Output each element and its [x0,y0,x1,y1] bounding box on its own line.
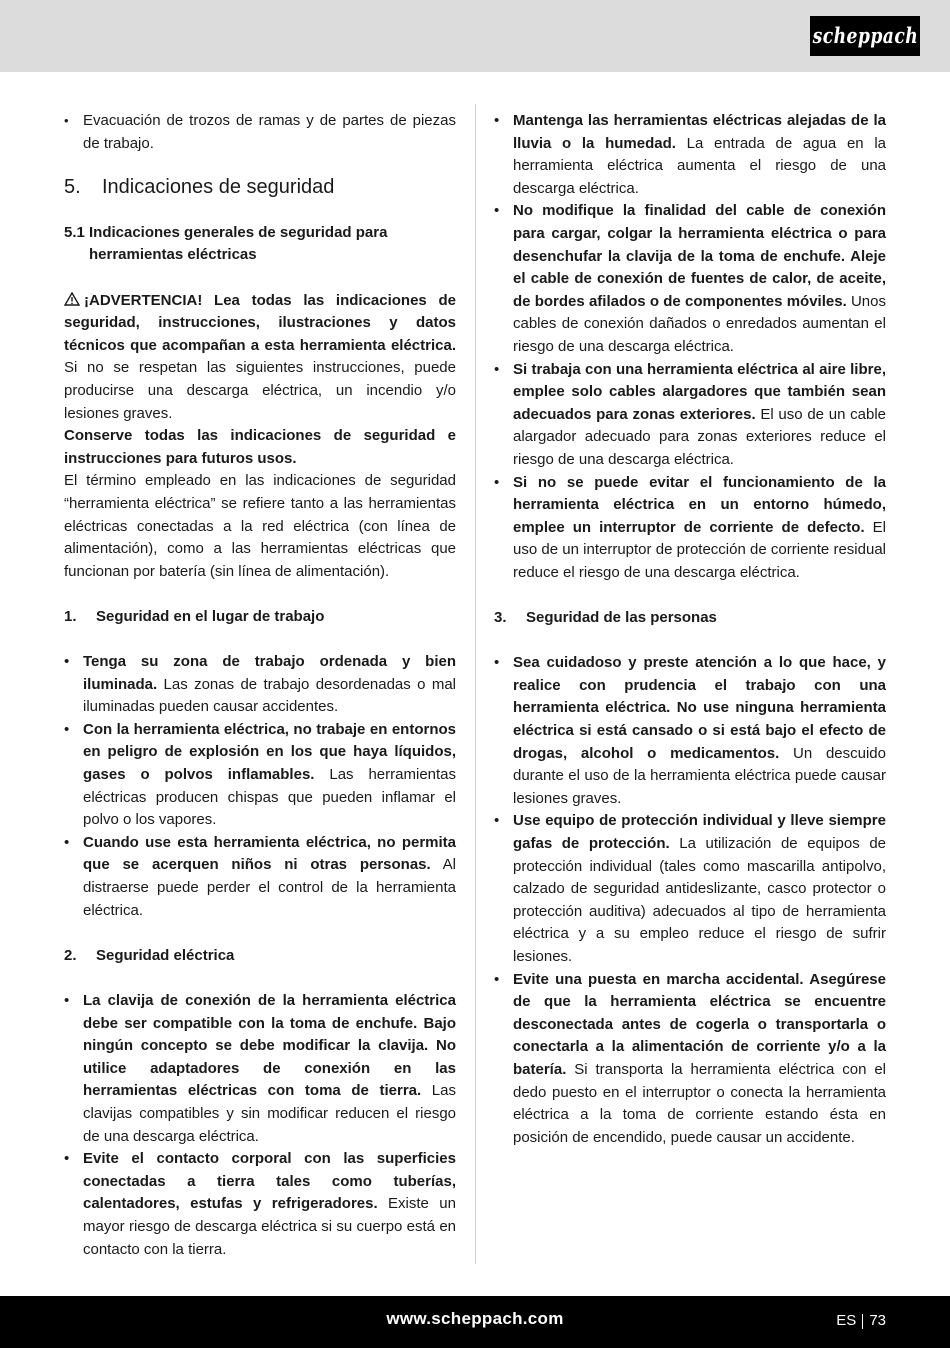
list-item: • Si no se puede evitar el funcionamiento de la herramienta eléctrica en un entorno húmedo, emplee un interruptor de corriente de defecto. El uso de un interruptor de protección de corriente residual reduce el riesgo de una descarga eléctrica. [494,473,886,581]
page-number: 73 [869,1312,886,1329]
heading-1-number: 1. [64,607,77,625]
heading-3-title: Seguridad de las personas [526,609,717,627]
right-column [494,110,886,1149]
section-5-title: Indicaciones de seguridad [102,176,335,199]
intro-bullet-text: Evacuación de trozos de ramas y de partes de piezas de trabajo. [83,112,456,152]
warning-triangle-icon [64,292,80,306]
section-5-1-heading [64,222,456,267]
personal-safety-list [494,652,886,1149]
heading-3 [494,607,886,630]
term-definition: El término empleado en las indicaciones de seguridad “herramienta eléctrica” se refiere tanto a las herramientas eléctricas conectadas a la red eléctrica (con línea de alimentación), como a las herramientas eléctricas que funcionan por batería (sin línea de alimentación). [64,472,456,580]
list-item: • Use equipo de protección individual y lleve siempre gafas de protección. La utilización de equipos de protección individual (tales como mascarilla antipolvo, calzado de seguridad antideslizante, casco protector o protección auditiva) adecuados al tipo de herramienta eléctrica y a su empleo reduce el riesgo de sufrir lesiones. [494,812,886,965]
heading-2 [64,945,456,968]
section-5-number: 5. [64,176,81,199]
section-5-heading [64,176,456,199]
section-5-1-number: 5.1 [64,223,85,241]
list-item: • Evite una puesta en marcha accidental. Asegúrese de que la herramienta eléctrica se encuentre desconectada antes de cogerla o transportarla o conectarla a la alimentación de corriente y/o a la batería. Si transporta la herramienta eléctrica con el dedo puesto en el interruptor o conecta la herramienta eléctrica a la toma de corriente estando ésta en posición de encendido, puede causar un accidente. [494,970,886,1146]
header-band [0,0,950,72]
bullet-dot: • [64,113,69,128]
section-5-1-title: Indicaciones generales de seguridad para herramientas eléctricas [89,223,388,264]
list-item: • No modifique la finalidad del cable de conexión para cargar, colgar la herramienta eléctrica o para desenchufar la clavija de la toma de enchufe. Aleje el cable de conexión de fuentes de calor, de aceite, de bordes afilados o de componentes móviles. Unos cables de conexión dañados o enredados aumentan el riesgo de una descarga eléctrica. [494,202,886,355]
list-item: • Cuando use esta herramienta eléctrica, no permita que se acerquen niños ni otras personas. Al distraerse puede perder el control de la herramienta eléctrica. [64,833,456,919]
electrical-list-continued [494,110,886,584]
scheppach-logo [810,16,920,56]
list-item: • Mantenga las herramientas eléctricas alejadas de la lluvia o la humedad. La entrada de agua en la herramienta eléctrica aumenta el riesgo de una descarga eléctrica. [494,112,886,197]
heading-1 [64,606,456,629]
logo-text: scheppach [812,22,918,48]
list-item: • Con la herramienta eléctrica, no trabaje en entornos en peligro de explosión en los que haya líquidos, gases o polvos inflamables. Las herramientas eléctricas producen chispas que pueden inflamar el polvo o los vapores. [64,720,457,829]
conserve-instructions: Conserve todas las indicaciones de seguridad e instrucciones para futuros usos. [64,427,456,467]
column-divider [475,104,476,1264]
list-item: • Evite el contacto corporal con las superficies conectadas a tierra tales como tuberías, calentadores, estufas y refrigeradores. Existe un mayor riesgo de descarga eléctrica si su cuerpo está en contacto con la tierra. [64,1150,456,1258]
warning-text: Si no se respetan las siguientes instrucciones, puede producirse una descarga eléctrica, un incendio y/o lesiones graves. [64,359,456,422]
list-item: • La clavija de conexión de la herramienta eléctrica debe ser compatible con la toma de enchufe. Bajo ningún concepto se debe modificar la clavija. No utilice adaptadores de conexión en las herramientas eléctricas con toma de tierra. Las clavijas compatibles y sin modificar reducen el riesgo de una descarga eléctrica. [64,991,456,1145]
warning-bold-text: ¡ADVERTENCIA! Lea todas las indicaciones de seguridad, instrucciones, ilustraciones y datos técnicos que acompañan a esta herramienta eléctrica. [64,291,456,354]
page-separator [862,1314,863,1329]
list-item: • Tenga su zona de trabajo ordenada y bien iluminada. Las zonas de trabajo desordenadas o mal iluminadas pueden causar accidentes. [64,653,456,716]
heading-1-title: Seguridad en el lugar de trabajo [96,607,325,625]
electrical-list [64,990,456,1261]
heading-3-number: 3. [494,609,507,627]
list-item: • Si trabaja con una herramienta eléctrica al aire libre, emplee solo cables alargadores que también sean adecuados para zonas exteriores. El uso de un cable alargador adecuado para zonas exteriores reduce el riesgo de una descarga eléctrica. [494,360,887,468]
intro-bullet [64,110,456,155]
language-code: ES [836,1312,857,1329]
footer-bar [0,1296,950,1348]
heading-2-title: Seguridad eléctrica [96,946,235,964]
heading-2-number: 2. [64,946,77,964]
workplace-list [64,651,456,922]
page-indicator [836,1310,886,1333]
website-link[interactable]: www.scheppach.com [386,1309,564,1328]
left-column [64,110,456,1261]
list-item: • Sea cuidadoso y preste atención a lo que hace, y realice con prudencia el trabajo con una herramienta eléctrica. No use ninguna herramienta eléctrica si está cansado o si está bajo el efecto de drogas, alcohol o medicamentos. Un descuido durante el uso de la herramienta eléctrica puede causar lesiones graves. [494,654,886,807]
warning-paragraph [64,290,456,426]
